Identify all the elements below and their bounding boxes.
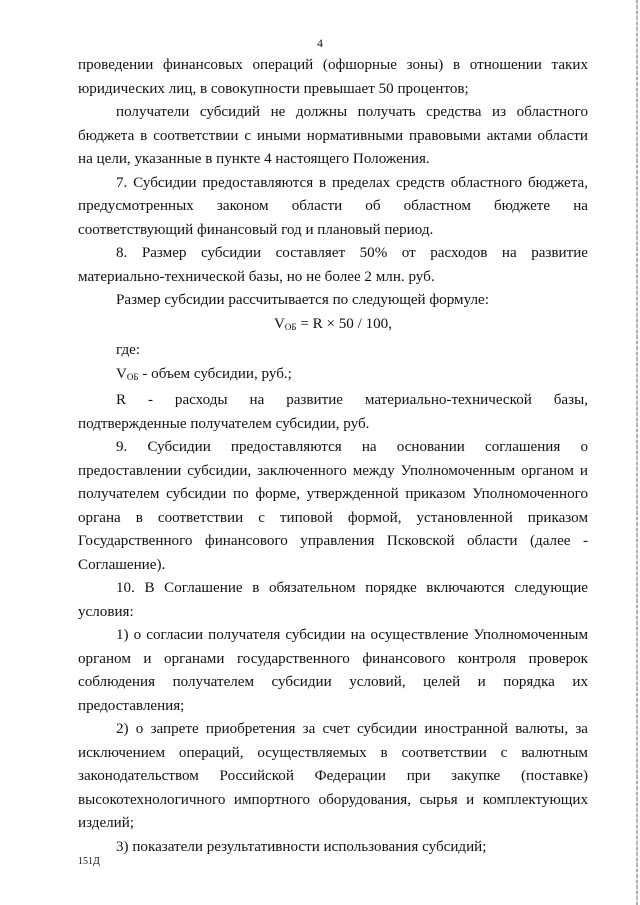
def-body: - объем субсидии, руб.; — [138, 365, 292, 382]
condition-2: 2) о запрете приобретения за счет субсидии иностранной валюты, за исключением операций, осуществляемых в соответствии с валютным законодательством Российской Федерации при закупке (поставке) высокотехнологичного импортного оборудования, сырья и комплектующих изделий; — [78, 721, 588, 831]
paragraph-item-9: 9. Субсидии предоставляются на основании соглашения о предоставлении субсидии, заключенного между Уполномоченным органом и получателем субсидии по форме, утвержденной приказом Уполномоченного органа в соответствии с типовой формой, установленной приказом Государственного финансового управления Псковской области (далее - Соглашение). — [78, 439, 588, 573]
formula — [78, 313, 588, 340]
condition-3: 3) показатели результативности использования субсидий; — [116, 838, 487, 855]
paragraph: Размер субсидии рассчитывается по следующей формуле: — [116, 292, 489, 308]
paragraph: проведении финансовых операций (офшорные зоны) в отношении таких юридических лиц, в совокупности превышает 50 процентов; — [78, 57, 588, 97]
formula-subscript: ОБ — [284, 321, 297, 332]
condition-1: 1) о согласии получателя субсидии на осуществление Уполномоченным органом и органами государственного финансового контроля проверок соблюдения получателем субсидии условий, целей и порядка их предоставления; — [78, 627, 588, 714]
def-v: V — [116, 365, 127, 382]
definition-r: R - расходы на развитие материально-технической базы, подтвержденные получателем субсидии, руб. — [78, 392, 588, 432]
scan-edge — [636, 0, 638, 905]
paragraph: где: — [116, 342, 141, 358]
formula-body: = R × 50 / 100, — [296, 315, 392, 332]
paragraph-item-10: 10. В Соглашение в обязательном порядке включаются следующие условия: — [78, 580, 588, 620]
definition-v — [78, 363, 588, 390]
document-body — [78, 54, 588, 859]
paragraph-item-8: 8. Размер субсидии составляет 50% от расходов на развитие материально-технической базы, но не более 2 млн. руб. — [78, 245, 588, 285]
def-subscript: ОБ — [126, 371, 139, 382]
paragraph: получатели субсидий не должны получать средства из областного бюджета в соответствии с иными нормативными правовыми актами области на цели, указанные в пункте 4 настоящего Положения. — [78, 104, 588, 167]
page-number: 4 — [317, 36, 323, 50]
formula-v: V — [273, 315, 285, 332]
footer-code: 151Д — [78, 856, 100, 867]
paragraph-item-7: 7. Субсидии предоставляются в пределах средств областного бюджета, предусмотренных законом области об областном бюджете на соответствующий финансовый год и плановый период. — [78, 174, 588, 238]
